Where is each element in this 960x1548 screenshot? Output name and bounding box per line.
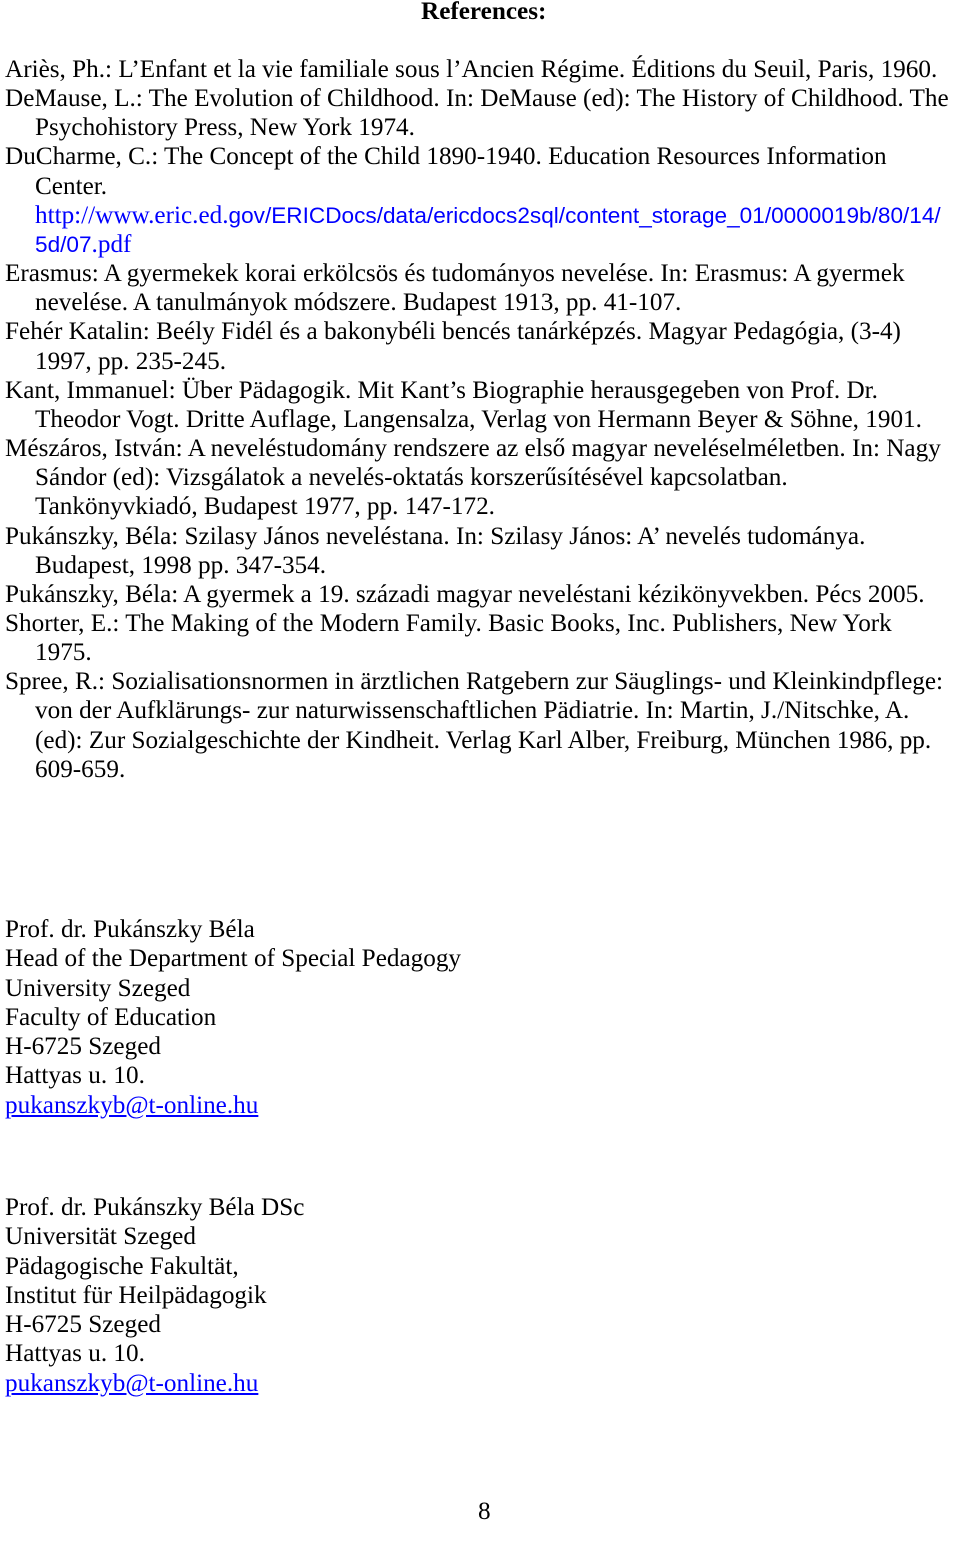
contact-email-link[interactable]: pukanszkyb@t-online.hu	[5, 1369, 259, 1397]
references-heading: References:	[421, 0, 547, 25]
contact-line: University Szeged	[5, 974, 191, 1002]
reference-line: Sándor (ed): Vizsgálatok a nevelés-oktatás korszerűsítésével kapcsolatban.	[35, 464, 788, 492]
reference-line: Fehér Katalin: Beély Fidél és a bakonybéli bencés tanárképzés. Magyar Pedagógia, (3-4)	[5, 318, 901, 346]
reference-line: Pukánszky, Béla: A gyermek a 19. századi magyar neveléstani kézikönyvekben. Pécs 2005.	[5, 580, 925, 608]
url-line	[0, 230, 960, 259]
reference-line: Budapest, 1998 pp. 347-354.	[35, 551, 327, 579]
reference-entry	[0, 522, 960, 580]
author-contact-block	[0, 1193, 960, 1398]
reference-entry	[0, 142, 960, 259]
contact-name: Prof. dr. Pukánszky Béla DSc	[5, 1194, 305, 1221]
contact-email-line	[0, 1091, 960, 1120]
reference-entry	[0, 84, 960, 142]
reference-line: Mészáros, István: A neveléstudomány rendszere az első magyar neveléselméletben. In: Nagy	[5, 435, 941, 463]
reference-line: Kant, Immanuel: Über Pädagogik. Mit Kant’s Biographie herausgegeben von Prof. Dr.	[5, 376, 878, 404]
reference-line: Psychohistory Press, New York 1974.	[35, 114, 415, 142]
reference-line: DeMause, L.: The Evolution of Childhood. In: DeMause (ed): The History of Childhood. The	[5, 85, 949, 113]
reference-line: nevelése. A tanulmányok módszere. Budapest 1913, pp. 41-107.	[35, 289, 682, 317]
contact-line: Head of the Department of Special Pedagogy	[5, 945, 462, 973]
reference-line: Shorter, E.: The Making of the Modern Family. Basic Books, Inc. Publishers, New York	[5, 609, 892, 637]
reference-list	[0, 55, 960, 784]
reference-entry	[0, 55, 960, 84]
reference-line: Erasmus: A gyermekek korai erkölcsös és tudományos nevelése. In: Erasmus: A gyermek	[5, 260, 905, 288]
reference-entry	[0, 317, 960, 375]
reference-entry	[0, 580, 960, 609]
contact-line: Universität Szeged	[5, 1223, 196, 1251]
contact-line: H-6725 Szeged	[5, 1311, 161, 1339]
reference-entry	[0, 259, 960, 317]
contact-line: Faculty of Education	[5, 1003, 217, 1031]
url-line	[0, 201, 960, 230]
contact-email-line	[0, 1369, 960, 1398]
url-part: http://www.eric.ed.	[35, 201, 229, 229]
contact-name: Prof. dr. Pukánszky Béla	[5, 916, 255, 943]
reference-line: 1975.	[35, 639, 92, 667]
reference-line: 1997, pp. 235-245.	[35, 347, 226, 375]
reference-line: (ed): Zur Sozialgeschichte der Kindheit. Verlag Karl Alber, Freiburg, München 1986, pp.	[35, 726, 932, 754]
contact-line: H-6725 Szeged	[5, 1033, 161, 1061]
contact-line: Institut für Heilpädagogik	[5, 1281, 267, 1309]
contact-line: Pädagogische Fakultät,	[5, 1252, 239, 1280]
reference-line: Center.	[35, 172, 108, 200]
reference-entry	[0, 609, 960, 667]
reference-entry	[0, 376, 960, 434]
url-part: gov/ERICDocs/data/ericdocs2sql/content_storage_01/0000019b/80/14/	[228, 202, 941, 228]
reference-line: DuCharme, C.: The Concept of the Child 1890-1940. Education Resources Information	[5, 143, 887, 171]
reference-line: Tankönyvkiadó, Budapest 1977, pp. 147-172.	[35, 493, 495, 521]
url-part: 5d/07	[35, 231, 92, 257]
contact-line: Hattyas u. 10.	[5, 1062, 145, 1090]
reference-line: Theodor Vogt. Dritte Auflage, Langensalza, Verlag von Hermann Beyer & Söhne, 1901.	[35, 405, 922, 433]
reference-line: 609-659.	[35, 755, 126, 783]
reference-url-link[interactable]	[0, 201, 960, 259]
reference-line: Spree, R.: Sozialisationsnormen in ärztlichen Ratgebern zur Säuglings- und Kleinkindpflege:	[5, 668, 944, 696]
contact-line: Hattyas u. 10.	[5, 1340, 145, 1368]
reference-line: Ariès, Ph.: L’Enfant et la vie familiale sous l’Ancien Régime. Éditions du Seuil, Paris, 1960.	[5, 56, 938, 83]
reference-line: Pukánszky, Béla: Szilasy János neveléstana. In: Szilasy János: A’ nevelés tudománya.	[5, 522, 866, 550]
reference-line: von der Aufklärungs- zur naturwissenschaftlichen Pädiatrie. In: Martin, J./Nitschke, A.	[35, 697, 910, 725]
author-contact-block	[0, 915, 960, 1120]
url-part: .pdf	[91, 230, 132, 258]
page-number: 8	[478, 1498, 491, 1525]
reference-entry	[0, 667, 960, 784]
reference-entry	[0, 434, 960, 521]
contact-email-link[interactable]: pukanszkyb@t-online.hu	[5, 1091, 259, 1119]
